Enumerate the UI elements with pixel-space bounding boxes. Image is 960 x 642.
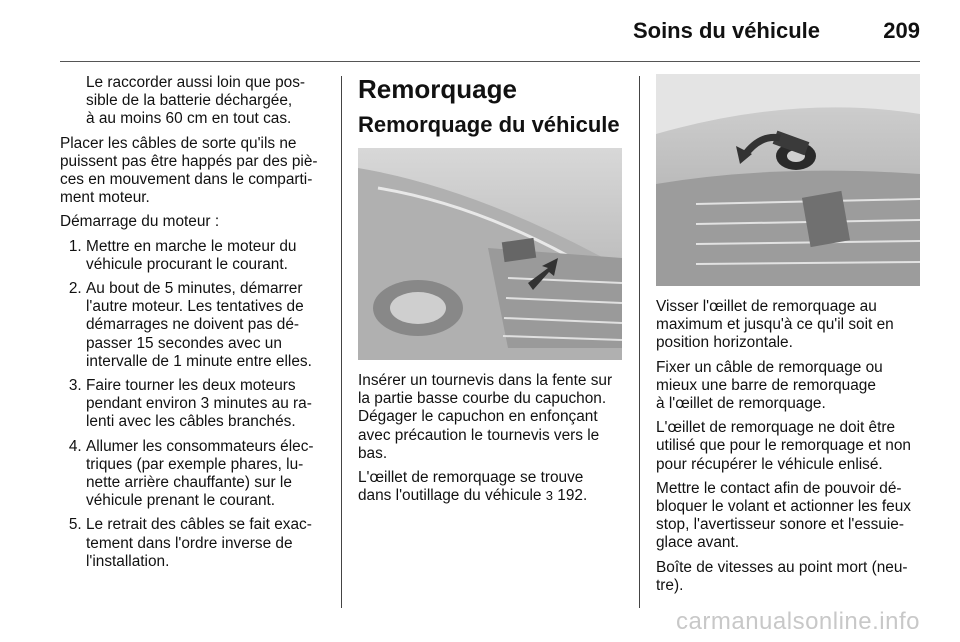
subheading-towing-vehicle: Remorquage du véhicule: [358, 112, 620, 137]
page-reference-icon: 3: [545, 488, 553, 504]
heading-towing: Remorquage: [358, 74, 517, 104]
page-number: 209: [883, 18, 920, 43]
list-item: 2. Au bout de 5 minutes, démarrer l'autre moteur. Les tentatives de démarrages ne doivent pas dé- passer 15 secondes avec un intervalle de 1 minute entre elles.: [86, 280, 334, 371]
tow-eye-location-text: L'œillet de remorquage se trouve dans l'outillage du véhicule: [358, 469, 584, 505]
list-item: 5. Le retrait des câbles se fait exac- tement dans l'ordre inverse de l'installation.: [86, 516, 334, 571]
paragraph-engine-start-label: Démarrage du moteur :: [60, 213, 220, 231]
paragraph-tow-eye-location: [358, 469, 624, 505]
engine-start-steps: [60, 238, 334, 571]
column-1: [60, 74, 334, 577]
column-divider-1: [341, 76, 342, 608]
column-divider-2: [639, 76, 640, 608]
page-reference: 192.: [553, 487, 588, 505]
paragraph-attach-tow-cable: Fixer un câble de remorquage ou mieux une barre de remorquage à l'œillet de remorquage.: [656, 358, 883, 413]
column-3: [656, 74, 924, 601]
watermark: carmanualsonline.info: [676, 608, 920, 635]
column-2: [358, 74, 624, 511]
paragraph-gearbox-neutral: Boîte de vitesses au point mort (neu- tre).: [656, 558, 908, 594]
paragraph-cable-placement: Placer les câbles de sorte qu'ils ne puissent pas être happés par des piè- ces en mouvement dans le comparti- ment moteur.: [60, 134, 318, 207]
figure-tow-cap-removal: [358, 148, 622, 360]
list-item: 4. Allumer les consommateurs élec- triques (par exemple phares, lu- nette arrière chauffante) sur le véhicule prenant le courant.: [86, 438, 334, 511]
figure-tow-eye-screw: [656, 74, 920, 286]
paragraph-battery-connect: Le raccorder aussi loin que pos- sible de la batterie déchargée, à au moins 60 cm en tout cas.: [86, 74, 306, 128]
paragraph-tow-eye-usage: L'œillet de remorquage ne doit être utilisé que pour le remorquage et non pour récupérer le véhicule enlisé.: [656, 419, 911, 473]
list-item: 3. Faire tourner les deux moteurs pendant environ 3 minutes au ra- lenti avec les câbles branchés.: [86, 377, 334, 432]
paragraph-insert-screwdriver: Insérer un tournevis dans la fente sur la partie basse courbe du capuchon. Dégager le capuchon en enfonçant avec précaution le tournevis vers le bas.: [358, 372, 613, 462]
section-title: Soins du véhicule: [632, 18, 820, 43]
header-divider: [60, 61, 920, 62]
paragraph-ignition-on: Mettre le contact afin de pouvoir dé- bloquer le volant et actionner les feux stop, l'avertisseur sonore et l'essuie- glace avant.: [656, 479, 911, 552]
list-item: 1. Mettre en marche le moteur du véhicule procurant le courant.: [86, 238, 334, 274]
paragraph-screw-tow-eye: Visser l'œillet de remorquage au maximum et jusqu'à ce qu'il soit en position horizontale.: [656, 298, 894, 352]
